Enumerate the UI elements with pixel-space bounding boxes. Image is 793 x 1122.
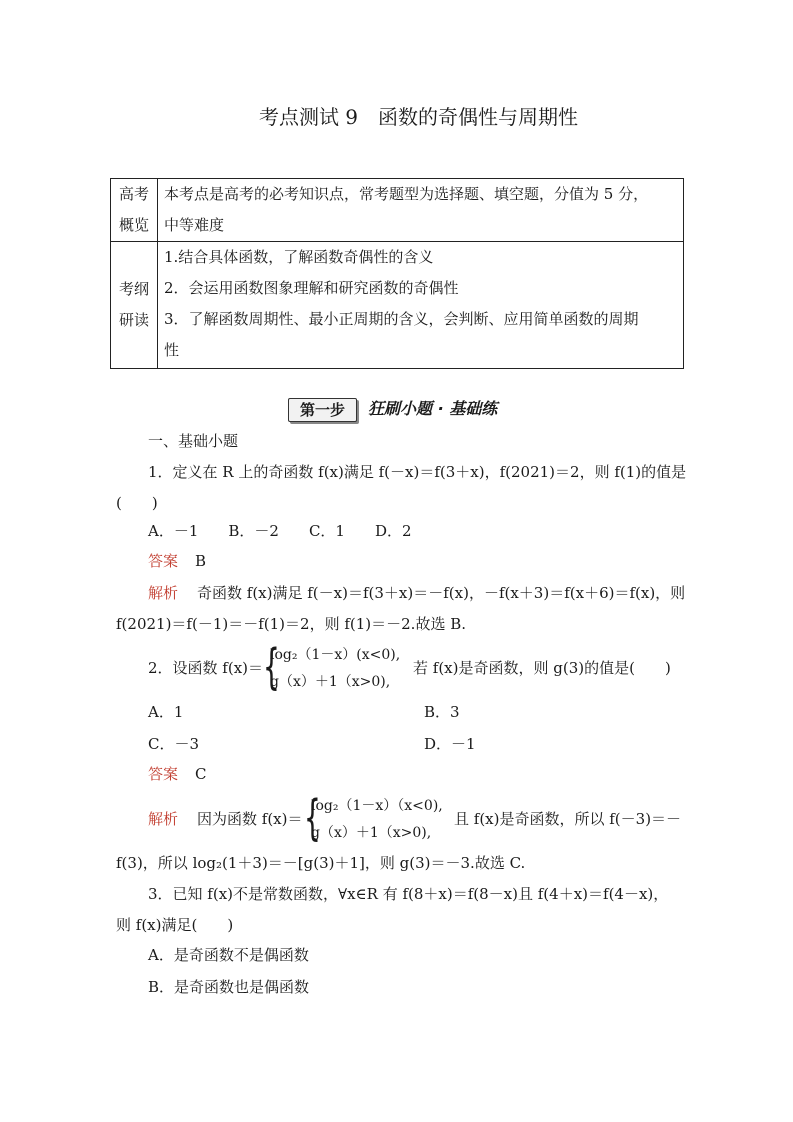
- row-label-line: 概览: [118, 216, 149, 234]
- table-row: [111, 242, 684, 369]
- q2-option-b: B．3: [424, 703, 460, 721]
- section-heading: 一、基础小题: [148, 432, 239, 450]
- q1-analysis-cont: f(2021)＝f(－1)＝－f(1)＝2，则 f(1)＝－2.故选 B.: [116, 615, 467, 633]
- q2-analysis: 因为函数 f(x)＝: [197, 810, 303, 828]
- row-content: [158, 242, 684, 369]
- page-title: 考点测试 9 函数的奇偶性与周期性: [258, 105, 579, 129]
- q2-analysis-suffix: 且 f(x)是奇函数，所以 f(－3)＝－: [454, 810, 682, 828]
- q2-stem-suffix: 若 f(x)是奇函数，则 g(3)的值是( ): [413, 659, 671, 677]
- q2-option-c: C．－3: [148, 735, 200, 753]
- q1-stem-cont: ( ): [116, 494, 158, 512]
- content-line: 性: [164, 341, 180, 359]
- q3-stem-cont: 则 f(x)满足( ): [116, 916, 234, 934]
- content-line: 1.结合具体函数，了解函数奇偶性的含义: [164, 248, 434, 266]
- row-label: [111, 242, 158, 369]
- row-label: [111, 179, 158, 242]
- q2-analysis-label: 解析: [148, 810, 179, 828]
- q1-analysis-label: 解析: [148, 584, 179, 602]
- q1-answer: B: [195, 552, 207, 570]
- q2-answer-label: 答案: [148, 765, 179, 783]
- table-row: [111, 179, 684, 242]
- content-line: 中等难度: [164, 216, 225, 234]
- content-line: 本考点是高考的必考知识点，常考题型为选择题、填空题，分值为 5 分，: [164, 185, 649, 203]
- content-line: 3．了解函数周期性、最小正周期的含义，会判断、应用简单函数的周期: [164, 310, 639, 328]
- row-content: [158, 179, 684, 242]
- q2-option-d: D．－1: [424, 735, 476, 753]
- q3-option-a: A．是奇函数不是偶函数: [148, 946, 309, 964]
- q1-analysis: 奇函数 f(x)满足 f(－x)＝f(3＋x)＝－f(x)，－f(x＋3)＝f(x＋6)＝f(x)，则: [197, 584, 686, 602]
- section-badge: 第一步: [288, 398, 357, 422]
- content-line: 2．会运用函数图象理解和研究函数的奇偶性: [164, 279, 459, 297]
- section-subtitle: 狂刷小题 · 基础练: [368, 399, 498, 418]
- q2-analysis-cont: f(3)，所以 log₂(1＋3)＝－[g(3)＋1]，则 g(3)＝－3.故选 C.: [116, 854, 526, 872]
- q3-stem: 3．已知 f(x)不是常数函数，∀x∈R 有 f(8＋x)＝f(8－x)且 f(4＋x)＝f(4－x)，: [148, 885, 669, 903]
- q3-option-b: B．是奇函数也是偶函数: [148, 978, 310, 996]
- q2-analysis-case-2: g（x）＋1（x>0),: [311, 825, 432, 841]
- q2-stem: 2．设函数 f(x)＝: [148, 659, 264, 677]
- q1-options: A．－1 B．－2 C．1 D．2: [148, 522, 412, 540]
- overview-table: [110, 178, 684, 369]
- brace-icon: {: [304, 790, 321, 846]
- q2-answer: C: [195, 765, 207, 783]
- q1-answer-label: 答案: [148, 552, 179, 570]
- q2-case-2: g（x）＋1（x>0),: [270, 674, 391, 690]
- q2-analysis-case-1: log₂（1－x）（x<0),: [311, 798, 443, 814]
- row-label-line: 考纲: [118, 280, 149, 298]
- row-label-line: 研读: [118, 311, 149, 329]
- q1-stem: 1．定义在 R 上的奇函数 f(x)满足 f(－x)＝f(3＋x)，f(2021)＝2，则 f(1)的值是: [148, 463, 687, 481]
- row-label-line: 高考: [118, 185, 149, 203]
- q2-case-1: log₂（1－x）(x<0),: [270, 647, 401, 663]
- q2-option-a: A．1: [148, 703, 184, 721]
- brace-icon: {: [263, 639, 280, 695]
